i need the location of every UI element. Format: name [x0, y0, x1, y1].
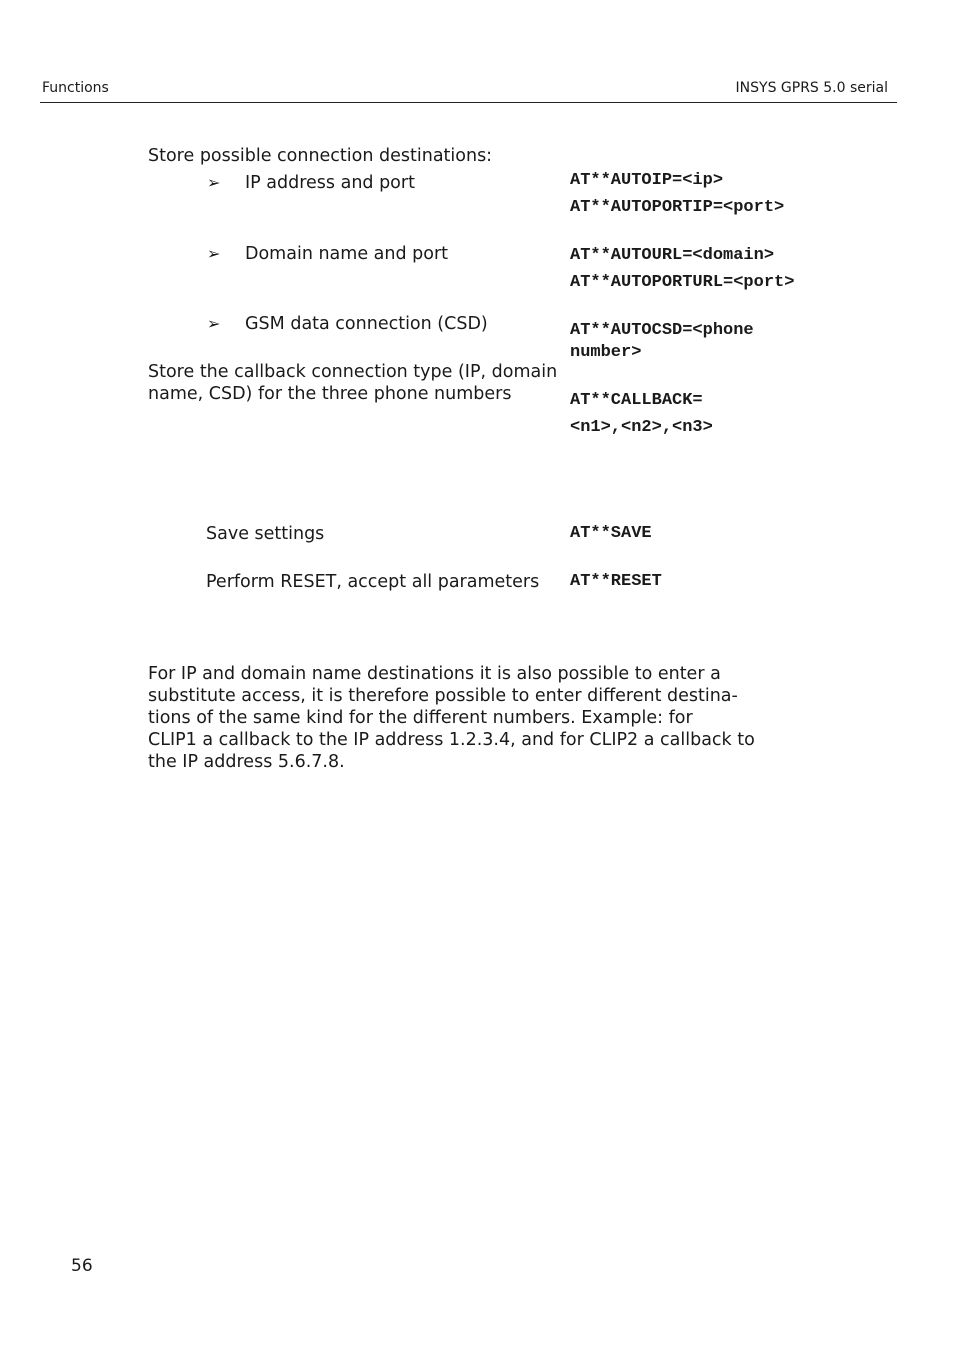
cmd-autocsd: AT**AUTOCSD=<phone [570, 321, 754, 340]
running-header-title: INSYS GPRS 5.0 serial [735, 80, 888, 96]
note-line: substitute access, it is therefore possible to enter different destina- [148, 686, 738, 706]
note-line: CLIP1 a callback to the IP address 1.2.3.4, and for CLIP2 a callback to [148, 730, 755, 750]
action-label-reset: Perform RESET, accept all parameters [206, 572, 540, 592]
cmd-autoportip: AT**AUTOPORTIP=<port> [570, 198, 785, 217]
cmd-callback: AT**CALLBACK= [570, 391, 703, 410]
header-rule [40, 102, 897, 103]
cmd-reset: AT**RESET [570, 572, 662, 591]
bullet-label-csd: GSM data connection (CSD) [245, 314, 488, 334]
bullet-label-ip: IP address and port [245, 173, 415, 193]
callback-desc-line: name, CSD) for the three phone numbers [148, 384, 512, 404]
action-label-save: Save settings [206, 524, 325, 544]
note-line: tions of the same kind for the different numbers. Example: for [148, 708, 693, 728]
running-header-section: Functions [42, 80, 109, 96]
cmd-autocsd-cont: number> [570, 343, 642, 362]
intro-text: Store possible connection destinations: [148, 146, 493, 166]
bullet-arrow-icon: ➢ [207, 173, 221, 192]
callback-desc-line: Store the callback connection type (IP, domain [148, 362, 558, 382]
cmd-autourl: AT**AUTOURL=<domain> [570, 246, 775, 265]
cmd-save: AT**SAVE [570, 524, 652, 543]
bullet-arrow-icon: ➢ [207, 244, 221, 263]
cmd-autoip: AT**AUTOIP=<ip> [570, 171, 724, 190]
cmd-callback-args: <n1>,<n2>,<n3> [570, 418, 713, 437]
note-line: the IP address 5.6.7.8. [148, 752, 345, 772]
bullet-label-domain: Domain name and port [245, 244, 449, 264]
page-number: 56 [71, 1256, 93, 1276]
bullet-arrow-icon: ➢ [207, 314, 221, 333]
cmd-autoporturl: AT**AUTOPORTURL=<port> [570, 273, 795, 292]
note-line: For IP and domain name destinations it is also possible to enter a [148, 664, 721, 684]
